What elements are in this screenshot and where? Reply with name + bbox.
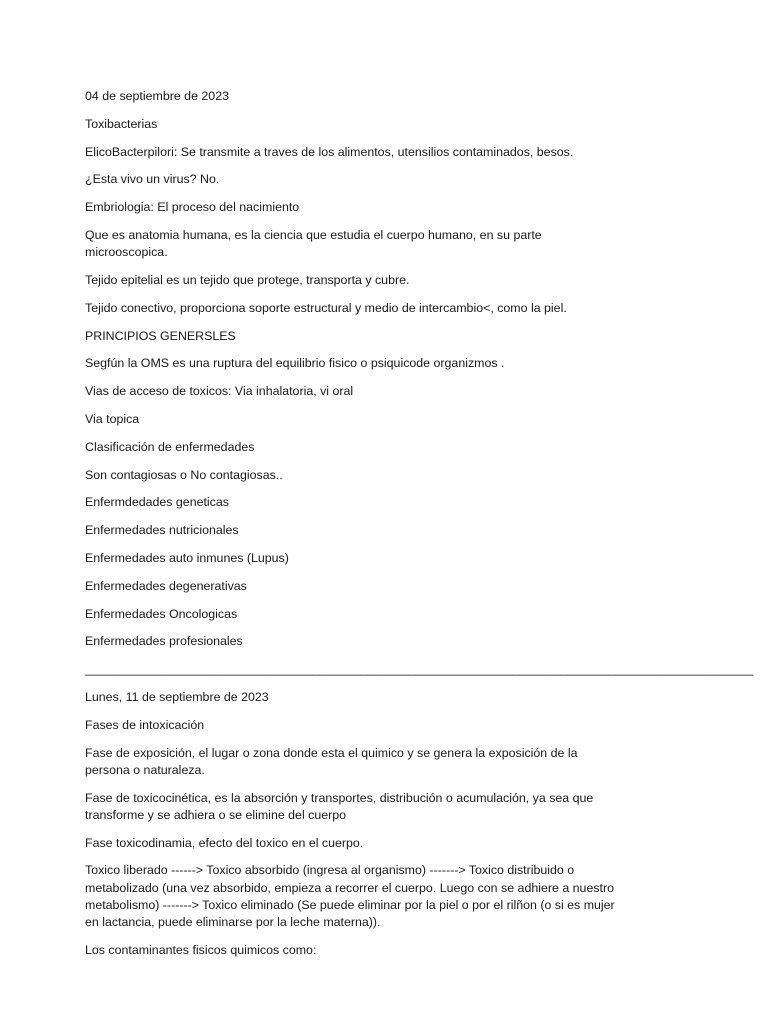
- paragraph: Embriologia: El proceso del nacimiento: [85, 200, 300, 215]
- paragraph: Clasificación de enfermedades: [85, 439, 255, 454]
- paragraph: Toxico liberado ------> Toxico absorbido (ingresa al organismo) -------> Toxico distribuido o metabolizado (una vez absorbido, empieza a recorrer el cuerpo. Luego con se adhiere a nuestro metabolismo) -------> Toxico eliminado (Se puede eliminar por la piel o por el rilñon (o si es mujer en lactancia, puede eliminarse por la leche materna)).: [85, 863, 619, 929]
- paragraph: Via topica: [85, 411, 140, 426]
- date-heading: Lunes, 11 de septiembre de 2023: [85, 689, 269, 704]
- paragraph: Tejido epitelial es un tejido que protege, transporta y cubre.: [85, 272, 410, 287]
- paragraph: Fase de toxicocinética, es la absorción y transportes, distribución o acumulación, ya sea que transforme y se adhiera o se elimine del cuerpo: [85, 790, 597, 822]
- paragraph: Segfún la OMS es una ruptura del equilibrio fisico o psiquicode organizmos .: [85, 356, 505, 371]
- list-item: Enfermedades nutricionales: [85, 523, 239, 538]
- paragraph: Fase toxicodinamia, efecto del toxico en el cuerpo.: [85, 835, 364, 850]
- paragraph: Los contaminantes fisicos quimicos como:: [85, 942, 317, 957]
- list-item: Enfermedades degenerativas: [85, 578, 247, 593]
- paragraph: Son contagiosas o No contagiosas..: [85, 467, 283, 482]
- paragraph: Toxibacterias: [85, 116, 158, 131]
- underscore-divider: _________________________________________________________________________________________________: [85, 662, 754, 677]
- paragraph: Vias de acceso de toxicos: Via inhalatoria, vi oral: [85, 384, 354, 399]
- paragraph: Tejido conectivo, proporciona soporte estructural y medio de intercambio<, como la piel.: [85, 300, 567, 315]
- date-heading: 04 de septiembre de 2023: [85, 89, 229, 103]
- list-item: Enfermdedades geneticas: [85, 495, 229, 510]
- list-item: Enfermedades Oncologicas: [85, 606, 238, 621]
- paragraph: Que es anatomia humana, es la ciencia que estudia el cuerpo humano, en su parte microoscopica.: [85, 227, 546, 260]
- document-body: [85, 88, 754, 970]
- list-item: Enfermedades auto inmunes (Lupus): [85, 550, 289, 565]
- paragraph: ¿Esta vivo un virus? No.: [85, 172, 220, 187]
- section-heading: PRINCIPIOS GENERSLES: [85, 328, 236, 343]
- paragraph: Fase de exposición, el lugar o zona donde esta el quimico y se genera la exposición de la persona o naturaleza.: [85, 745, 581, 777]
- paragraph: ElicoBacterpilori: Se transmite a traves de los alimentos, utensilios contaminados, besos.: [85, 144, 574, 159]
- list-item: Enfermedades profesionales: [85, 634, 243, 649]
- section-heading: Fases de intoxicación: [85, 717, 205, 732]
